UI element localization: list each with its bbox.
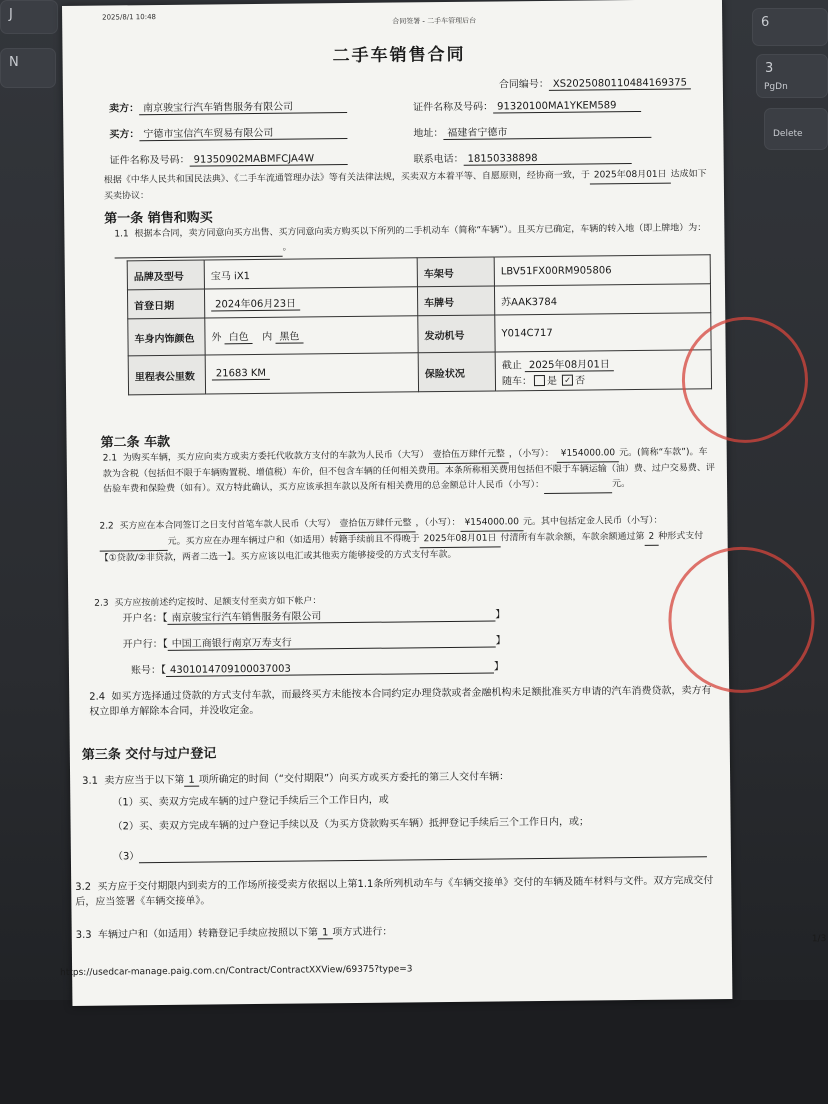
insurance-label: 保险状况	[418, 352, 495, 392]
clause-3-1: 3.1 卖方应当于以下第 1 项所确定的时间（“交付期限”）向买方或买方委托的第三人交付车辆：	[82, 771, 510, 787]
print-site-title: 合同签署 - 二手车管理后台	[392, 16, 477, 26]
plate-label: 车牌号	[417, 286, 494, 316]
page-number: 1/3	[811, 934, 827, 945]
clause-3-1-option-2: （2）买、卖双方完成车辆的过户登记手续以及（为买方贷款购买车辆）抵押登记手续后三个工作日内，或；	[112, 816, 590, 833]
mileage-label: 里程表公里数	[128, 355, 205, 395]
key-3[interactable]: 3	[756, 54, 828, 98]
clause-3-3: 3.3 车辆过户和（如适用）转籍登记手续应按照以下第 1 项方式进行：	[75, 926, 393, 941]
key-delete[interactable]: Delete	[764, 108, 828, 150]
engine-value: Y014C717	[495, 313, 711, 352]
engine-label: 发动机号	[418, 315, 495, 353]
reg-date-label: 首登日期	[127, 289, 204, 319]
clause-1-1: 1.1 根据本合同，卖方同意向买方出售、买方同意向卖方购买以下所列的二手机动车（简称“车辆”）。且买方已确定，车辆的转入地（即上牌地）为： 。	[114, 221, 714, 258]
clause-2-2: 2.2 买方应在本合同签订之日支付首笔车款人民币（大写） 壹拾伍万肆仟元整 ，（小写）： ¥154000.00 元。其中包括定金人民币（小写）： 元。买方应在办理车辆过户和（如适用）转籍手续前且不得晚于 2025年08月01日 付清所有车款余额，车款余额通过第 2 种形式支付【①贷款/②非贷款，两者二选一】。买方应该以电汇或其他卖方能够接受的方式支付车款。	[99, 515, 704, 564]
vin-label: 车架号	[417, 257, 494, 287]
seller-row: 卖方： 南京骏宝行汽车销售服务有限公司	[109, 97, 347, 115]
key-n[interactable]: N	[0, 48, 56, 88]
desk-surface	[0, 1000, 828, 1104]
mileage-value: 21683 KM	[205, 353, 418, 394]
buyer-phone: 联系电话： 18150338898	[414, 148, 632, 166]
brand-label: 品牌及型号	[127, 260, 204, 290]
footer-url: https://usedcar-manage.paig.com.cn/Contract/ContractXXView/69375?type=3	[60, 964, 413, 979]
buyer-address: 地址： 福建省宁德市	[413, 122, 651, 140]
reg-date-value: 2024年06月23日	[204, 287, 417, 318]
company-seal	[681, 316, 808, 443]
account-name-row: 开户名：【 南京骏宝行汽车销售服务有限公司 】	[122, 605, 505, 625]
color-label: 车身内饰颜色	[128, 318, 205, 356]
company-seal-partial	[668, 546, 816, 694]
intro-paragraph: 根据《中华人民共和国民法典》、《二手车流通管理办法》等有关法律法规，买卖双方本着平等、自愿原则，经协商一致，于 2025年08月01日 达成如下买卖协议：	[103, 169, 707, 202]
follow-no-checkbox[interactable]: ✓	[562, 375, 573, 386]
key-6[interactable]: 6	[752, 8, 828, 46]
bank-row: 开户行：【 中国工商银行南京万寿支行 】	[123, 631, 506, 651]
article-3-title: 第三条 交付与过户登记	[81, 746, 217, 763]
insurance-value: 截止 2025年08月01日 随车： 是 ✓ 否	[495, 350, 711, 391]
buyer-row: 买方： 宁德市宝信汽车贸易有限公司	[109, 123, 347, 141]
article-1-title: 第一条 销售和购买	[104, 210, 213, 227]
follow-yes-checkbox[interactable]	[534, 375, 545, 386]
key-pgdn[interactable]: PgDn	[764, 82, 788, 92]
page-title: 二手车销售合同	[332, 44, 466, 67]
clause-3-1-option-1: （1）买、卖双方完成车辆的过户登记手续后三个工作日内，或	[112, 794, 389, 809]
brand-value: 宝马 iX1	[204, 258, 417, 289]
buyer-id: 证件名称及号码： 91350902MABMFCJA4W	[110, 149, 348, 167]
article-2-title: 第二条 车款	[100, 434, 171, 451]
print-timestamp: 2025/8/1 10:48	[102, 13, 157, 22]
seller-id: 证件名称及号码： 91320100MA1YKEM589	[413, 96, 641, 114]
contract-no: 合同编号： XS2025080110484169375	[499, 73, 691, 91]
clause-2-1: 2.1 为购买车辆，买方应向卖方或卖方委托代收款方支付的车款为人民币（大写） 壹拾伍万肆仟元整 ，（小写）： ¥154000.00 元。(简称“车款”)。车款为含税（包括但不限于车辆购置税、增值税）车价，但不包含车辆的任何相关费用。本条所称相关费用包括但不限于车辆运输（油）费、过户交易费、评估验车费和保险费（如有）。双方特此确认，买方应该承担车款以及所有相关费用的总金额总计人民币（小写）： 元。	[102, 447, 715, 495]
key-j[interactable]: J	[0, 0, 58, 34]
plate-value: 苏AAK3784	[494, 284, 710, 315]
vehicle-table	[127, 254, 712, 395]
clause-2-4: 2.4 如买方选择通过贷款的方式支付车款，而最终买方未能按本合同约定办理贷款或者金融机构未足额批准买方申请的汽车消费贷款，卖方有权立即单方解除本合同，并没收定金。	[89, 685, 712, 718]
clause-2-3: 2.3 买方应按前述约定按时、足额支付至卖方如下帐户：	[94, 596, 322, 609]
clause-3-1-option-3: （3）	[113, 841, 708, 863]
color-value: 外 白色 内 黑色	[205, 316, 418, 355]
vin-value: LBV51FX00RM905806	[494, 255, 710, 286]
account-number-row: 账号：【 4301014709100037003 】	[130, 661, 505, 677]
clause-3-2: 3.2 买方应于交付期限内到卖方的工作场所接受卖方依据以上第1.1条所列机动车与《车辆交接单》交付的车辆及随车材料与文件。双方完成交付后，应当签署《车辆交接单》。	[75, 875, 714, 908]
